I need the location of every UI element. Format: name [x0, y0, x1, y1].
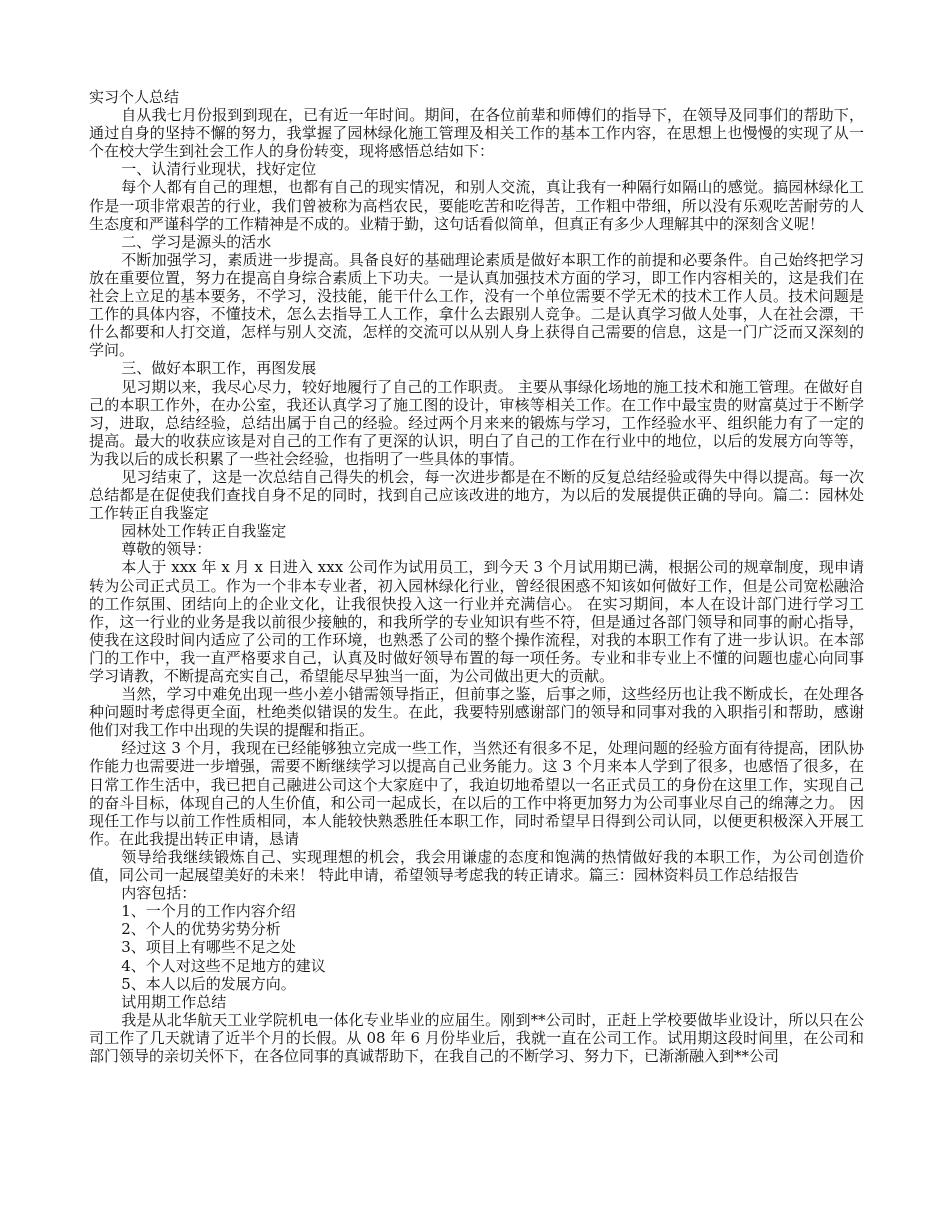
- section-heading: 三、做好本职工作，再图发展: [121, 359, 317, 378]
- section-heading: 园林处工作转正自我鉴定: [121, 522, 287, 541]
- paragraph: 不断加强学习，素质进一步提高。具备良好的基础理论素质是做好本职工作的前提和必要条件。自己始终把学习放在重要位置，努力在提高自身综合素质上下功夫。一是认真加强技术方面的学习，即工作内容相关的，这是我们在社会上立足的基本要务，不学习，没技能，能干什么工作，没有一个单位需要不学无术的技术工作人员。技术问题是工作的具体内容，不懂技术，怎么去指导工人工作，拿什么去跟别人竞争。二是认真学习做人处事，人在社会漂，干什么都要和人打交道，怎样与别人交流，怎样的交流可以从别人身上获得自己需要的信息，这是一门广泛而又深刻的学问。: [89, 250, 864, 360]
- section-heading: 内容包括：: [121, 884, 197, 903]
- list-item: 2、个人的优势劣势分析: [121, 920, 281, 939]
- section-heading: 试用期工作总结: [121, 992, 227, 1011]
- document-title: 实习个人总结: [89, 88, 180, 106]
- list-item: 3、项目上有哪些不足之处: [121, 938, 296, 957]
- section-heading: 一、认清行业现状，找好定位: [121, 160, 317, 179]
- list-item: 4、个人对这些不足地方的建议: [121, 956, 326, 975]
- salutation: 尊敬的领导：: [121, 540, 212, 559]
- paragraph: 当然，学习中难免出现一些小差小错需领导指正，但前事之鉴，后事之师，这些经历也让我不断成长，在处理各种问题时考虑得更全面，杜绝类似错误的发生。在此，我要特别感谢部门的领导和同事对我的入职指引和帮助，感谢他们对我工作中出现的失误的提醒和指正。: [89, 685, 864, 740]
- paragraph: 自从我七月份报到到现在，已有近一年时间。期间，在各位前辈和师傅们的指导下，在领导及同事们的帮助下，通过自身的坚持不懈的努力，我掌握了园林绿化施工管理及相关工作的基本工作内容，在思想上也慢慢的实现了从一个在校大学生到社会工作人的身份转变，现将感悟总结如下：: [89, 106, 864, 161]
- list-item: 1、一个月的工作内容介绍: [121, 902, 296, 921]
- paragraph: 见习结束了，这是一次总结自己得失的机会，每一次进步都是在不断的反复总结经验或得失中得以提高。每一次总结都是在促使我们查找自身不足的同时，找到自己应该改进的地方，为以后的发展提供正确的导向。篇二：园林处工作转正自我鉴定: [89, 467, 864, 523]
- paragraph: 每个人都有自己的理想，也都有自己的现实情况，和别人交流，真让我有一种隔行如隔山的感觉。搞园林绿化工作是一项非常艰苦的行业，我们曾被称为高档农民，要能吃苦和吃得苦，工作粗中带细，所以没有乐观吃苦耐劳的人生态度和严谨科学的工作精神是不成的。业精于勤，这句话看似简单，但真正有多少人理解其中的深刻含义呢！: [89, 178, 864, 233]
- paragraph: 领导给我继续锻炼自己、实现理想的机会，我会用谦虚的态度和饱满的热情做好我的本职工作，为公司创造价值，同公司一起展望美好的未来！ 特此申请，希望领导考虑我的转正请求。篇三：园林资料员工作总结报告: [89, 847, 864, 885]
- paragraph: 我是从北华航天工业学院机电一体化专业毕业的应届生。刚到**公司时，正赶上学校要做毕业设计，所以只在公司工作了几天就请了近半个月的长假。从 08 年 6 月份毕业后，我就一直在公司工作。试用期这段时间里，在公司和部门领导的亲切关怀下，在各位同事的真诚帮助下，在我自己的不断学习、努力下，已渐渐融入到**公司: [89, 1010, 864, 1065]
- paragraph: 见习期以来，我尽心尽力，较好地履行了自己的工作职责。 主要从事绿化场地的施工技术和施工管理。在做好自己的本职工作外，在办公室，我还认真学习了施工图的设计，审核等相关工作。在工作中最宝贵的财富莫过于不断学习，进取，总结经验，总结出属于自己的经验。经过两个月来来的锻炼与学习，工作经验水平、组织能力有了一定的提高。最大的收获应该是对自己的工作有了更深的认识，明白了自己的工作在行业中的地位，以后的发展方向等等，为我以后的成长积累了一些社会经验，也指明了一些具体的事情。: [89, 377, 864, 468]
- section-heading: 二、学习是源头的活水: [121, 232, 272, 251]
- list-item: 5、本人以后的发展方向。: [121, 974, 296, 993]
- document-body: [89, 88, 864, 1065]
- paragraph: 本人于 xxx 年 x 月 x 日进入 xxx 公司作为试用员工，到今天 3 个月试用期已满，根据公司的规章制度，现申请转为公司正式员工。作为一个非本专业者，初入园林绿化行业，曾经很困惑不知该如何做好工作，但是公司宽松融洽的工作氛围、团结向上的企业文化，让我很快投入这一行业并充满信心。 在实习期间，本人在设计部门进行学习工作，这一行业的业务是我以前很少接触的，和我所学的专业知识有些不符，但是通过各部门领导和同事的耐心指导，使我在这段时间内适应了公司的工作环境，也熟悉了公司的整个操作流程，对我的本职工作有了进一步认识。在本部门的工作中，我一直严格要求自己，认真及时做好领导布置的每一项任务。专业和非专业上不懂的问题也虚心向同事学习请教，不断提高充实自己，希望能尽早独当一面，为公司做出更大的贡献。: [89, 558, 864, 685]
- paragraph: 经过这 3 个月，我现在已经能够独立完成一些工作，当然还有很多不足，处理问题的经验方面有待提高，团队协作能力也需要进一步增强，需要不断继续学习以提高自己业务能力。这 3 个月来本人学到了很多，也感悟了很多，在日常工作生活中，我已把自己融进公司这个大家庭中了，我迫切地希望以一名正式员工的身份在这里工作，实现自己的奋斗目标，体现自己的人生价值，和公司一起成长，在以后的工作中将更加努力为公司事业尽自己的绵薄之力。 因现任工作与以前工作性质相同，本人能较快熟悉胜任本职工作，同时希望早日得到公司认同，以便更积极深入开展工作。在此我提出转正申请，恳请: [89, 739, 864, 848]
